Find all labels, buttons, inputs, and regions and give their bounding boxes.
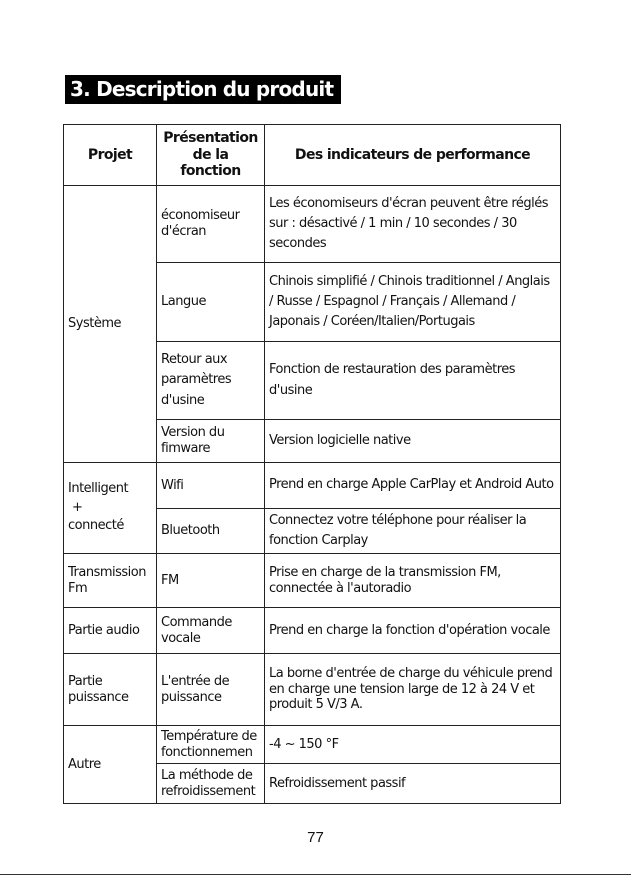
indicator-cell: Prise en charge de la transmission FM, connectée à l'autoradio bbox=[265, 554, 561, 608]
indicator-cell: -4 ~ 150 °F bbox=[265, 726, 561, 764]
function-cell: Température de fonctionnemen bbox=[157, 726, 265, 764]
bottom-divider bbox=[0, 874, 631, 875]
table-row bbox=[64, 554, 561, 608]
group-puissance: Partie puissance bbox=[64, 654, 157, 726]
table-row bbox=[64, 608, 561, 654]
group-systeme: Système bbox=[64, 186, 157, 463]
function-cell: L'entrée de puissance bbox=[157, 654, 265, 726]
group-intelligent-line2 bbox=[68, 499, 152, 518]
table-header-row bbox=[64, 125, 561, 186]
table-row bbox=[64, 654, 561, 726]
product-description-table bbox=[63, 124, 561, 804]
function-cell: économiseur d'écran bbox=[157, 186, 265, 263]
function-cell: Bluetooth bbox=[157, 509, 265, 554]
function-cell: Version du fimware bbox=[157, 420, 265, 463]
header-indicateurs: Des indicateurs de performance bbox=[265, 125, 561, 186]
indicator-cell: Prend en charge Apple CarPlay et Android Auto bbox=[265, 463, 561, 509]
indicator-cell: La borne d'entrée de charge du véhicule prend en charge une tension large de 12 à 24 V et produit 5 V/3 A. bbox=[265, 654, 561, 726]
plus-sign: + bbox=[72, 499, 83, 515]
indicator-cell: Fonction de restauration des paramètres d'usine bbox=[265, 342, 561, 420]
indicator-cell: Connectez votre téléphone pour réaliser la fonction Carplay bbox=[265, 509, 561, 554]
header-fonction: Présentation de la fonction bbox=[157, 125, 265, 186]
group-autre: Autre bbox=[64, 726, 157, 804]
group-intelligent-line1: Intelligent bbox=[68, 480, 129, 496]
function-cell: Commande vocale bbox=[157, 608, 265, 654]
function-cell: Retour aux paramètres d'usine bbox=[157, 342, 265, 420]
table-row bbox=[64, 726, 561, 764]
header-projet: Projet bbox=[64, 125, 157, 186]
group-transmission: Transmission Fm bbox=[64, 554, 157, 608]
group-audio: Partie audio bbox=[64, 608, 157, 654]
indicator-cell: Prend en charge la fonction d'opération vocale bbox=[265, 608, 561, 654]
group-intelligent-line3: connecté bbox=[68, 518, 124, 534]
function-cell: Langue bbox=[157, 263, 265, 342]
group-intelligent-connecte bbox=[64, 463, 157, 554]
function-cell: La méthode de refroidissement bbox=[157, 764, 265, 804]
function-cell: FM bbox=[157, 554, 265, 608]
page-number: 77 bbox=[307, 829, 324, 846]
section-title: 3. Description du produit bbox=[65, 75, 341, 104]
indicator-cell: Chinois simplifié / Chinois traditionnel / Anglais / Russe / Espagnol / Français / Allemand / Japonais / Coréen/Italien/Portugais bbox=[265, 263, 561, 342]
function-cell: Wifi bbox=[157, 463, 265, 509]
table-row bbox=[64, 463, 561, 509]
indicator-cell: Version logicielle native bbox=[265, 420, 561, 463]
indicator-cell: Refroidissement passif bbox=[265, 764, 561, 804]
table-row bbox=[64, 186, 561, 263]
indicator-cell: Les économiseurs d'écran peuvent être réglés sur : désactivé / 1 min / 10 secondes / 30 secondes bbox=[265, 186, 561, 263]
